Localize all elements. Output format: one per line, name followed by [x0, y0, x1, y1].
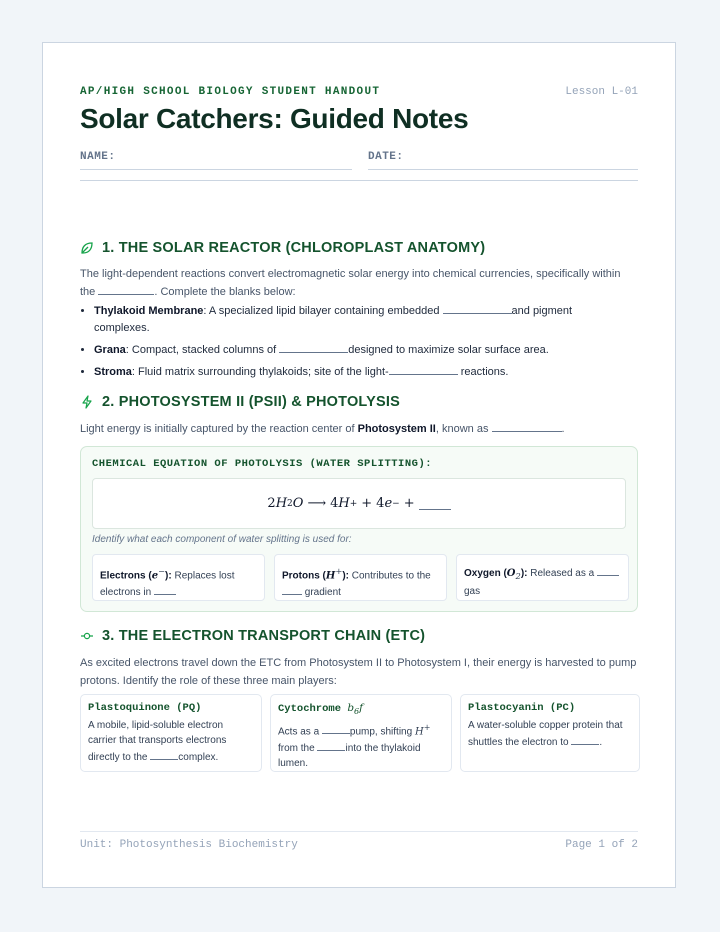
section1-heading	[80, 240, 485, 256]
leaf-icon	[80, 241, 94, 255]
equation-heading: CHEMICAL EQUATION OF PHOTOLYSIS (WATER SPLITTING):	[92, 458, 433, 470]
blank-input[interactable]	[98, 283, 154, 295]
page-title: Solar Catchers: Guided Notes	[80, 103, 469, 134]
card-description: Acts as a pump, shifting H+ from the into the thylakoid lumen.	[278, 723, 431, 770]
card-title: Cytochrome $b_6f$	[278, 702, 364, 717]
date-label: DATE:	[368, 151, 404, 163]
handout-kicker: AP/HIGH SCHOOL BIOLOGY STUDENT HANDOUT	[80, 86, 381, 98]
name-field[interactable]	[80, 151, 352, 170]
list-item: • Thylakoid Membrane: A specialized lipid bilayer containing embedded and pigment complexes.	[94, 302, 598, 337]
blank-input[interactable]	[419, 498, 451, 510]
list-item: • Stroma: Fluid matrix surrounding thylakoids; site of the light- reactions.	[94, 363, 598, 381]
identify-instruction: Identify what each component of water splitting is used for:	[92, 534, 352, 545]
section2-heading	[80, 394, 400, 410]
oxygen-card: Oxygen $(O_2)$: Released as a gas	[456, 554, 629, 601]
blank-input[interactable]	[492, 420, 562, 432]
card-title: Plastoquinone (PQ)	[88, 702, 202, 714]
blank-input[interactable]	[597, 564, 619, 576]
card-description: A water-soluble copper protein that shuttles the electron to .	[468, 720, 623, 748]
plastoquinone-card	[80, 694, 262, 772]
section1-intro: The light-dependent reactions convert electromagnetic solar energy into chemical currencies, specifically within the . Complete the blanks below:	[80, 268, 621, 298]
blank-input[interactable]	[150, 748, 178, 760]
blank-input[interactable]	[154, 583, 176, 595]
blank-input[interactable]	[322, 722, 350, 734]
section3-intro: As excited electrons travel down the ETC from Photosystem II to Photosystem I, their energy is harvested to pump protons. Identify the role of these three main players:	[80, 657, 637, 687]
electrons-card: Electrons (e−): Replaces lost electrons in	[92, 554, 265, 601]
footer-unit: Unit: Photosynthesis Biochemistry	[80, 839, 298, 851]
blank-input[interactable]	[389, 363, 458, 375]
anatomy-list	[80, 302, 598, 385]
blank-input[interactable]	[317, 739, 345, 751]
header-divider	[80, 180, 638, 181]
blank-input[interactable]	[443, 302, 512, 314]
section2-title: 2. PHOTOSYSTEM II (PSII) & PHOTOLYSIS	[102, 394, 401, 410]
date-field[interactable]	[368, 151, 638, 170]
card-description: A mobile, lipid-soluble electron carrier that transports electrons directly to the complex.	[88, 720, 227, 763]
blank-input[interactable]	[282, 583, 302, 595]
protons-card: Protons (H+): Contributes to the gradient	[274, 554, 447, 601]
section3-title: 3. THE ELECTRON TRANSPORT CHAIN (ETC)	[102, 628, 426, 644]
commit-node-icon	[80, 629, 94, 643]
name-label: NAME:	[80, 151, 116, 163]
photolysis-equation: 2 H 2 O ⟶ 4 H + + 4 e − +	[92, 478, 626, 529]
lightning-icon	[80, 395, 94, 409]
section2-intro: Light energy is initially captured by the reaction center of Photosystem II, known as .	[80, 420, 638, 438]
blank-input[interactable]	[279, 341, 348, 353]
blank-input[interactable]	[571, 733, 599, 745]
plastocyanin-card	[460, 694, 640, 772]
lesson-code: Lesson L-01	[565, 86, 638, 98]
section1-title: 1. THE SOLAR REACTOR (CHLOROPLAST ANATOMY)	[102, 240, 486, 256]
section3-heading	[80, 628, 425, 644]
handout-page	[42, 42, 676, 888]
photolysis-panel	[80, 446, 638, 612]
footer-page-number: Page 1 of 2	[565, 839, 638, 851]
cytochrome-card	[270, 694, 452, 772]
card-title: Plastocyanin (PC)	[468, 702, 576, 714]
footer-divider	[80, 831, 638, 832]
list-item: • Grana: Compact, stacked columns of designed to maximize solar surface area.	[94, 341, 598, 359]
